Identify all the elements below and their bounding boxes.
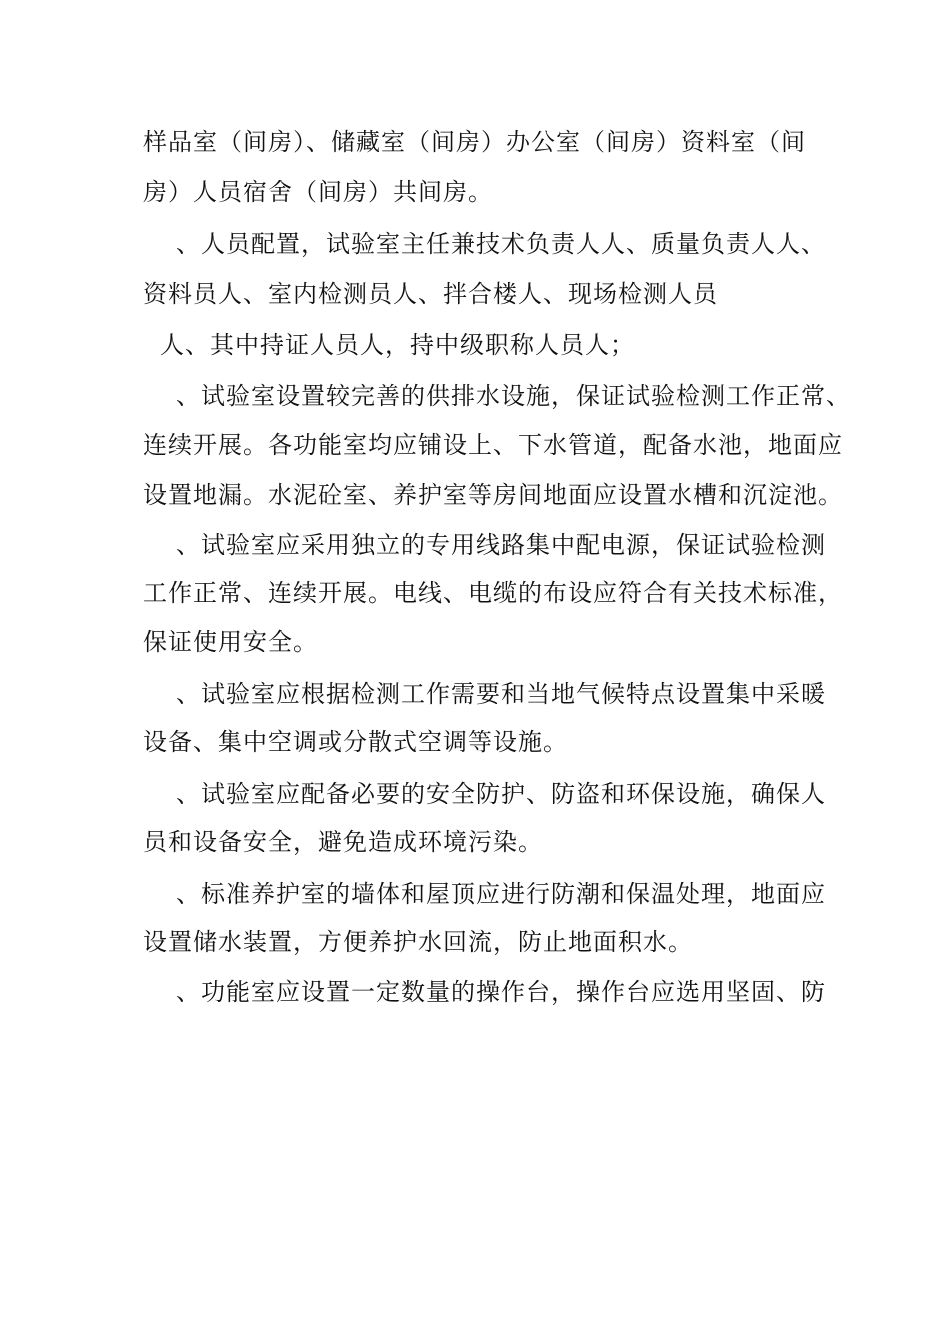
text-line: 人、其中持证人员人，持中级职称人员人；: [160, 331, 635, 359]
text-line: 、功能室应设置一定数量的操作台，操作台应选用坚固、防: [176, 978, 826, 1006]
text-line: 房）人员宿舍（间房）共间房。: [143, 178, 493, 206]
text-line: 样品室（间房）、储藏室（间房）办公室（间房）资料室（间: [143, 128, 806, 156]
text-line: 连续开展。各功能室均应铺设上、下水管道，配备水池，地面应: [143, 431, 843, 459]
text-line: 、试验室应采用独立的专用线路集中配电源，保证试验检测: [176, 531, 826, 559]
text-line: 设置储水装置，方便养护水回流，防止地面积水。: [143, 928, 693, 956]
text-line: 设备、集中空调或分散式空调等设施。: [143, 728, 568, 756]
text-line: 保证使用安全。: [143, 628, 318, 656]
text-line: 、人员配置，试验室主任兼技术负责人人、质量负责人人、: [176, 230, 826, 258]
text-line: 设置地漏。水泥砼室、养护室等房间地面应设置水槽和沉淀池。: [143, 481, 843, 509]
text-line: 、试验室设置较完善的供排水设施，保证试验检测工作正常、: [176, 382, 851, 410]
text-line: 员和设备安全，避免造成环境污染。: [143, 828, 543, 856]
text-line: 、标准养护室的墙体和屋顶应进行防潮和保温处理，地面应: [176, 880, 826, 908]
text-line: 、试验室应配备必要的安全防护、防盗和环保设施，确保人: [176, 780, 826, 808]
text-line: 工作正常、连续开展。电线、电缆的布设应符合有关技术标准，: [143, 579, 843, 607]
text-line: 资料员人、室内检测员人、拌合楼人、现场检测人员: [143, 280, 718, 308]
text-line: 、试验室应根据检测工作需要和当地气候特点设置集中采暖: [176, 680, 826, 708]
